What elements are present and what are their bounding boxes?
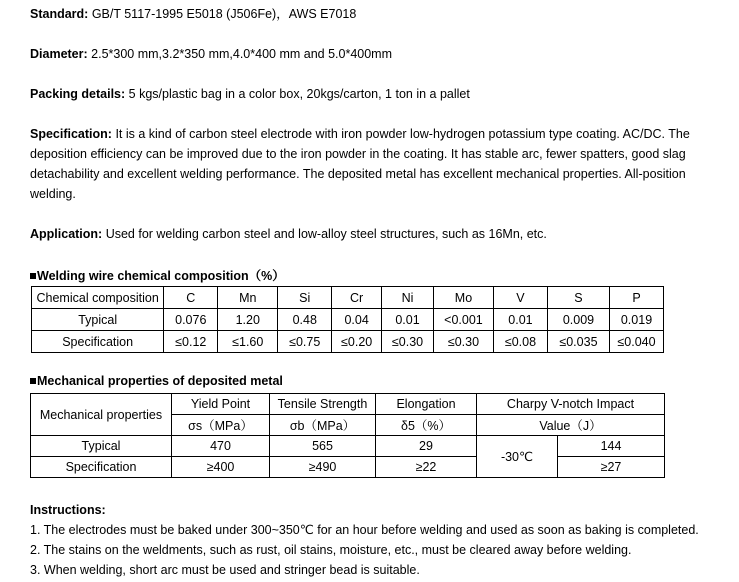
table-cell: Chemical composition (32, 287, 164, 309)
application-label: Application: (30, 227, 103, 241)
table-cell: Mn (218, 287, 278, 309)
instruction-item: 3. When welding, short arc must be used and stringer bead is suitable. (30, 563, 420, 577)
table-cell: σs（MPa） (172, 415, 270, 436)
mech-table-title (30, 374, 283, 388)
table-header-row (31, 394, 665, 415)
table-cell: Charpy V-notch Impact (477, 394, 665, 415)
table-row (32, 331, 664, 353)
table-cell: ≥400 (172, 457, 270, 478)
table-cell: ≥22 (376, 457, 477, 478)
mechanical-properties-table (30, 393, 665, 478)
table-cell: Ni (382, 287, 434, 309)
table-cell: 29 (376, 436, 477, 457)
chem-table-title (30, 266, 285, 284)
table-cell: ≤0.12 (164, 331, 218, 353)
table-cell: V (493, 287, 547, 309)
table-cell: Specification (31, 457, 172, 478)
table-row (32, 309, 664, 331)
square-bullet-icon (30, 273, 36, 279)
table-cell: Typical (32, 309, 164, 331)
instructions-title: Instructions: (30, 503, 106, 517)
square-bullet-icon (30, 378, 36, 384)
table-cell: 144 (558, 436, 665, 457)
table-cell: Si (278, 287, 332, 309)
packing-line (30, 84, 725, 104)
table-cell: ≤0.30 (433, 331, 493, 353)
standard-line (30, 4, 725, 24)
table-cell: ≥27 (558, 457, 665, 478)
application-value: Used for welding carbon steel and low-alloy steel structures, such as 16Mn, etc. (102, 227, 547, 241)
standard-label: Standard: (30, 7, 89, 21)
table-cell: Yield Point (172, 394, 270, 415)
table-cell: Value（J） (477, 415, 665, 436)
table-cell: Typical (31, 436, 172, 457)
table-cell: Elongation (376, 394, 477, 415)
table-cell: 0.019 (610, 309, 664, 331)
instruction-item: 1. The electrodes must be baked under 300~350℃ for an hour before welding and used as soon as baking is completed. (30, 523, 699, 537)
table-header-row (32, 287, 664, 309)
table-cell: ≤0.040 (610, 331, 664, 353)
table-cell: 1.20 (218, 309, 278, 331)
table-cell: Specification (32, 331, 164, 353)
table-cell: Tensile Strength (270, 394, 376, 415)
table-cell: ≤0.08 (493, 331, 547, 353)
table-cell: ≤0.20 (332, 331, 382, 353)
specification-paragraph (30, 124, 725, 204)
table-cell: 0.076 (164, 309, 218, 331)
specification-value: It is a kind of carbon steel electrode with iron powder low-hydrogen potassium type coating. AC/DC. The deposition efficiency can be improved due to the iron powder in the coating. It has stable arc, fewer spatters, good slag detachability and excellent welding performance. The deposited metal has excellent mechanical properties. All-position welding. (30, 127, 690, 201)
packing-label: Packing details: (30, 87, 126, 101)
table-cell: 565 (270, 436, 376, 457)
instruction-item: 2. The stains on the weldments, such as rust, oil stains, moisture, etc., must be cleared away before welding. (30, 543, 632, 557)
table-row (31, 457, 665, 478)
table-cell: P (610, 287, 664, 309)
packing-value: 5 kgs/plastic bag in a color box, 20kgs/carton, 1 ton in a pallet (125, 87, 470, 101)
chemical-composition-table (31, 286, 664, 353)
table-cell: <0.001 (433, 309, 493, 331)
table-cell: 0.01 (382, 309, 434, 331)
table-cell: ≥490 (270, 457, 376, 478)
table-cell: 0.48 (278, 309, 332, 331)
table-cell: S (547, 287, 609, 309)
table-cell: 0.01 (493, 309, 547, 331)
table-cell: C (164, 287, 218, 309)
table-cell: ≤0.75 (278, 331, 332, 353)
specification-label: Specification: (30, 127, 112, 141)
mech-table-title-text: Mechanical properties of deposited metal (37, 374, 283, 388)
standard-value: GB/T 5117-1995 E5018 (J506Fe)，AWS E7018 (88, 7, 357, 21)
table-cell: Mechanical properties (31, 394, 172, 436)
table-cell: 470 (172, 436, 270, 457)
chem-table-title-text: Welding wire chemical composition（%） (37, 269, 285, 283)
table-row (31, 436, 665, 457)
table-cell: σb（MPa） (270, 415, 376, 436)
diameter-value: 2.5*300 mm,3.2*350 mm,4.0*400 mm and 5.0*400mm (87, 47, 392, 61)
diameter-line (30, 44, 725, 64)
table-cell: ≤1.60 (218, 331, 278, 353)
application-line (30, 224, 725, 244)
table-cell: ≤0.30 (382, 331, 434, 353)
table-cell: δ5（%） (376, 415, 477, 436)
table-cell: 0.04 (332, 309, 382, 331)
table-cell: Mo (433, 287, 493, 309)
diameter-label: Diameter: (30, 47, 88, 61)
table-cell: -30℃ (477, 436, 558, 478)
table-cell: 0.009 (547, 309, 609, 331)
table-cell: Cr (332, 287, 382, 309)
table-cell: ≤0.035 (547, 331, 609, 353)
